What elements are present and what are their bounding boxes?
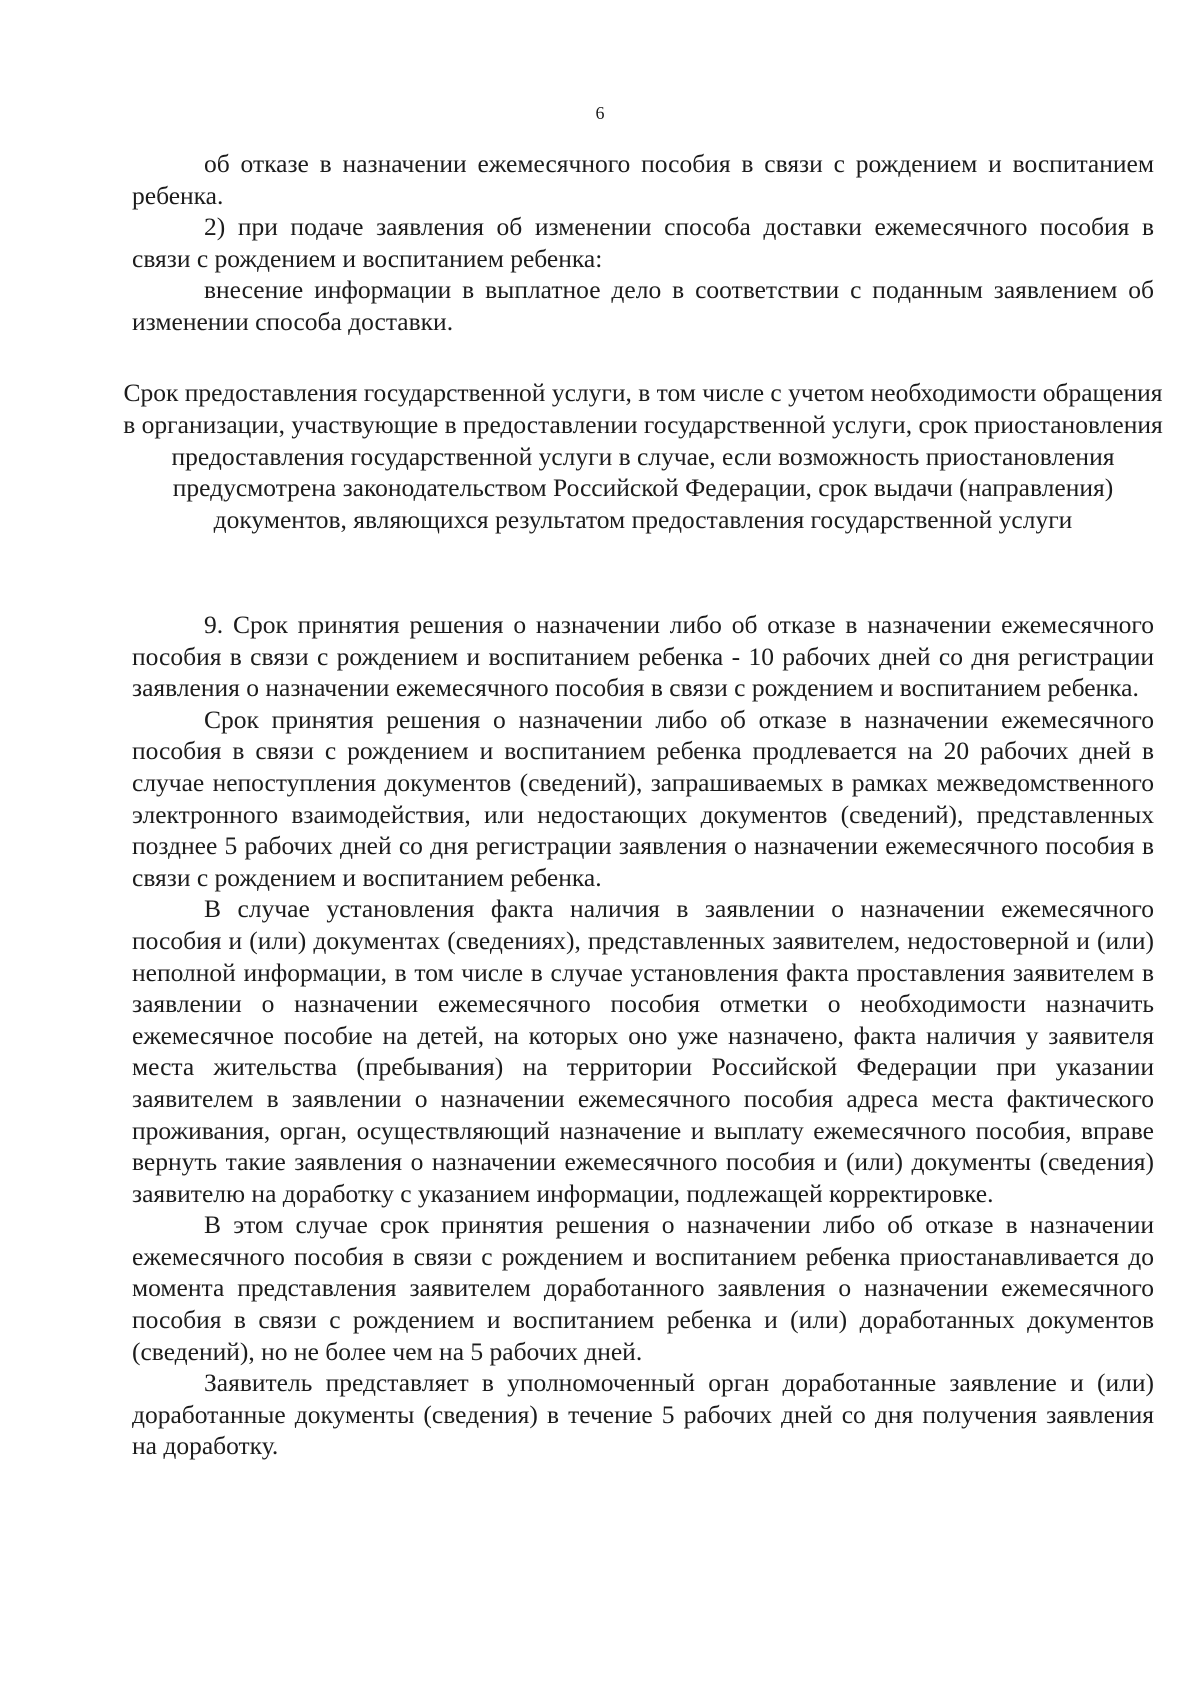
paragraph-9-decision-term: 9. Срок принятия решения о назначении либо об отказе в назначении ежемесячного пособия в связи с рождением и воспитанием ребенка - 10 рабочих дней со дня регистрации заявления о назначении ежемесячного пособия в связи с рождением и воспитанием ребенка. (132, 610, 1154, 703)
paragraph-delivery-change: 2) при подаче заявления об изменении способа доставки ежемесячного пособия в связи с рождением и воспитанием ребенка: (132, 212, 1154, 273)
page-number: 6 (595, 103, 605, 123)
body-text-block (132, 609, 1154, 1462)
paragraph-suspension: В этом случае срок принятия решения о назначении либо об отказе в назначении ежемесячного пособия в связи с рождением и воспитанием ребенка приостанавливается до момента представления заявителем доработанного заявления о назначении ежемесячного пособия в связи с рождением и воспитанием ребенка и (или) доработанных документов (сведений), но не более чем на 5 рабочих дней. (132, 1210, 1154, 1366)
paragraph-term-extension: Срок принятия решения о назначении либо об отказе в назначении ежемесячного пособия в связи с рождением и воспитанием ребенка продлевается на 20 рабочих дней в случае непоступления документов (сведений), запрашиваемых в рамках межведомственного электронного взаимодействия, или недостающих документов (сведений), представленных позднее 5 рабочих дней со дня регистрации заявления о назначении ежемесячного пособия в связи с рождением и воспитанием ребенка. (132, 704, 1154, 892)
paragraph-revised-submission: Заявитель представляет в уполномоченный орган доработанные заявление и (или) доработанные документы (сведения) в течение 5 рабочих дней со дня получения заявления на доработку. (132, 1368, 1154, 1461)
paragraph-return-for-revision: В случае установления факта наличия в заявлении о назначении ежемесячного пособия и (или) документах (сведениях), представленных заявителем, недостоверной и (или) неполной информации, в том числе в случае установления факта проставления заявителем в заявлении о назначении ежемесячного пособия отметки о необходимости назначить ежемесячное пособие на детей, на которых оно уже назначено, факта наличия у заявителя места жительства (пребывания) на территории Российской Федерации при указании заявителем в заявлении о назначении ежемесячного пособия адреса места фактического проживания, орган, осуществляющий назначение и выплату ежемесячного пособия, вправе вернуть такие заявления о назначении ежемесячного пособия и (или) документы (сведения) заявителю на доработку с указанием информации, подлежащей корректировке. (132, 894, 1154, 1208)
top-text-block (132, 148, 1154, 338)
paragraph-payment-file: внесение информации в выплатное дело в соответствии с поданным заявлением об изменении способа доставки. (132, 275, 1154, 336)
paragraph-refusal-continuation: об отказе в назначении ежемесячного пособия в связи с рождением и воспитанием ребенка. (132, 149, 1154, 210)
section-heading: Срок предоставления государственной услуги, в том числе с учетом необходимости обращения в организации, участвующие в предоставлении государственной услуги, срок приостановления предоставления государственной услуги в случае, если возможность приостановления предусмотрена законодательством Российской Федерации, срок выдачи (направления) документов, являющихся результатом предоставления государственной услуги (123, 378, 1163, 535)
